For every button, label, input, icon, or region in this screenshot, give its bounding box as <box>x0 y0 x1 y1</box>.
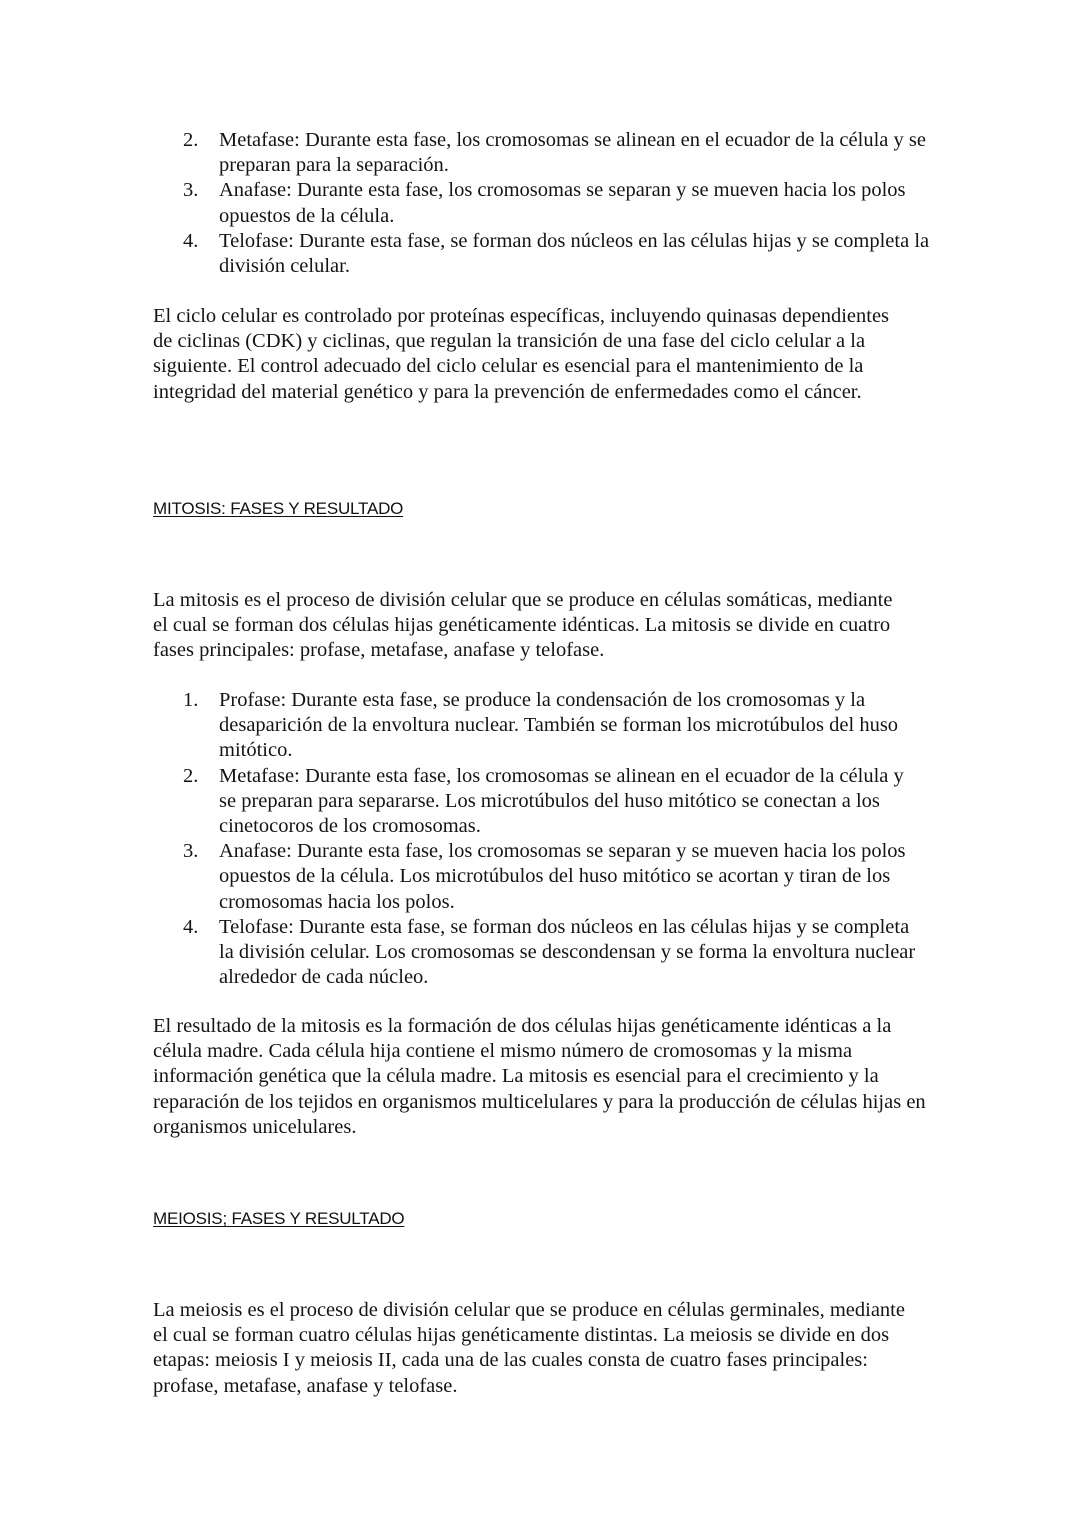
mitosis-result-paragraph <box>153 1014 933 1140</box>
list-item <box>153 688 923 764</box>
mitosis-phase-list <box>153 688 923 990</box>
list-item <box>153 839 923 915</box>
list-item-number: 2. <box>183 764 199 787</box>
list-item-text: Metafase: Durante esta fase, los cromosomas se alinean en el ecuador de la célula y se preparan para la separación. <box>219 129 926 177</box>
list-item-number: 3. <box>183 840 199 863</box>
list-item-number: 3. <box>183 179 199 202</box>
list-item-number: 1. <box>183 689 199 711</box>
paragraph-text: El resultado de la mitosis es la formación de dos células hijas genéticamente idénticas a la célula madre. Cada célula hija contiene el mismo número de cromosomas y la misma información genética que la célula madre. La mitosis es esencial para el crecimiento y la reparación de los tejidos en organismos multicelulares y para la producción de células hijas en organismos unicelulares. <box>153 1015 926 1138</box>
list-item-text: Profase: Durante esta fase, se produce la condensación de los cromosomas y la desaparición de la envoltura nuclear. También se forman los microtúbulos del huso mitótico. <box>219 689 899 762</box>
mitosis-intro-paragraph <box>153 588 893 664</box>
list-item <box>153 178 933 228</box>
list-item-number: 2. <box>183 129 199 151</box>
paragraph-text: La mitosis es el proceso de división celular que se produce en células somáticas, mediante el cual se forman dos células hijas genéticamente idénticas. La mitosis se divide en cuatro fases principales: profase, metafase, anafase y telofase. <box>153 589 893 662</box>
list-item <box>153 128 933 178</box>
list-item <box>153 764 923 840</box>
list-item-text: Telofase: Durante esta fase, se forman dos núcleos en las células hijas y se completa la división celular. Los cromosomas se descondensan y se forma la envoltura nuclear alrededor de cada núcleo. <box>219 915 916 989</box>
list-item-number: 4. <box>183 915 199 938</box>
list-item-number: 4. <box>183 229 199 252</box>
phase-list-continued <box>153 128 933 279</box>
paragraph-text: El ciclo celular es controlado por proteínas específicas, incluyendo quinasas dependientes de ciclinas (CDK) y ciclinas, que regulan la transición de una fase del ciclo celular a la siguiente. El control adecuado del ciclo celular es esencial para el mantenimiento de la integridad del material genético y para la prevención de enfermedades como el cáncer. <box>153 305 890 403</box>
list-item <box>153 915 923 991</box>
meiosis-intro-paragraph <box>153 1298 913 1399</box>
paragraph-text: La meiosis es el proceso de división celular que se produce en células germinales, mediante el cual se forman cuatro células hijas genéticamente distintas. La meiosis se divide en dos etapas: meiosis I y meiosis II, cada una de las cuales consta de cuatro fases principales: profase, metafase, anafase y telofase. <box>153 1299 905 1397</box>
list-item <box>153 229 933 279</box>
list-item-text: Metafase: Durante esta fase, los cromosomas se alinean en el ecuador de la célula y se preparan para separarse. Los microtúbulos del huso mitótico se conectan a los cinetocoros de los cromosomas. <box>219 764 904 838</box>
mitosis-heading: MITOSIS: FASES Y RESULTADO <box>153 499 404 518</box>
list-item-text: Telofase: Durante esta fase, se forman dos núcleos en las células hijas y se completa la división celular. <box>219 229 930 278</box>
list-item-text: Anafase: Durante esta fase, los cromosomas se separan y se mueven hacia los polos opuestos de la célula. Los microtúbulos del huso mitótico se acortan y tiran de los cromosomas hacia los polos. <box>219 840 906 913</box>
meiosis-heading: MEIOSIS; FASES Y RESULTADO <box>153 1209 405 1228</box>
cell-cycle-control-paragraph <box>153 304 893 405</box>
list-item-text: Anafase: Durante esta fase, los cromosomas se separan y se mueven hacia los polos opuestos de la célula. <box>219 179 906 227</box>
